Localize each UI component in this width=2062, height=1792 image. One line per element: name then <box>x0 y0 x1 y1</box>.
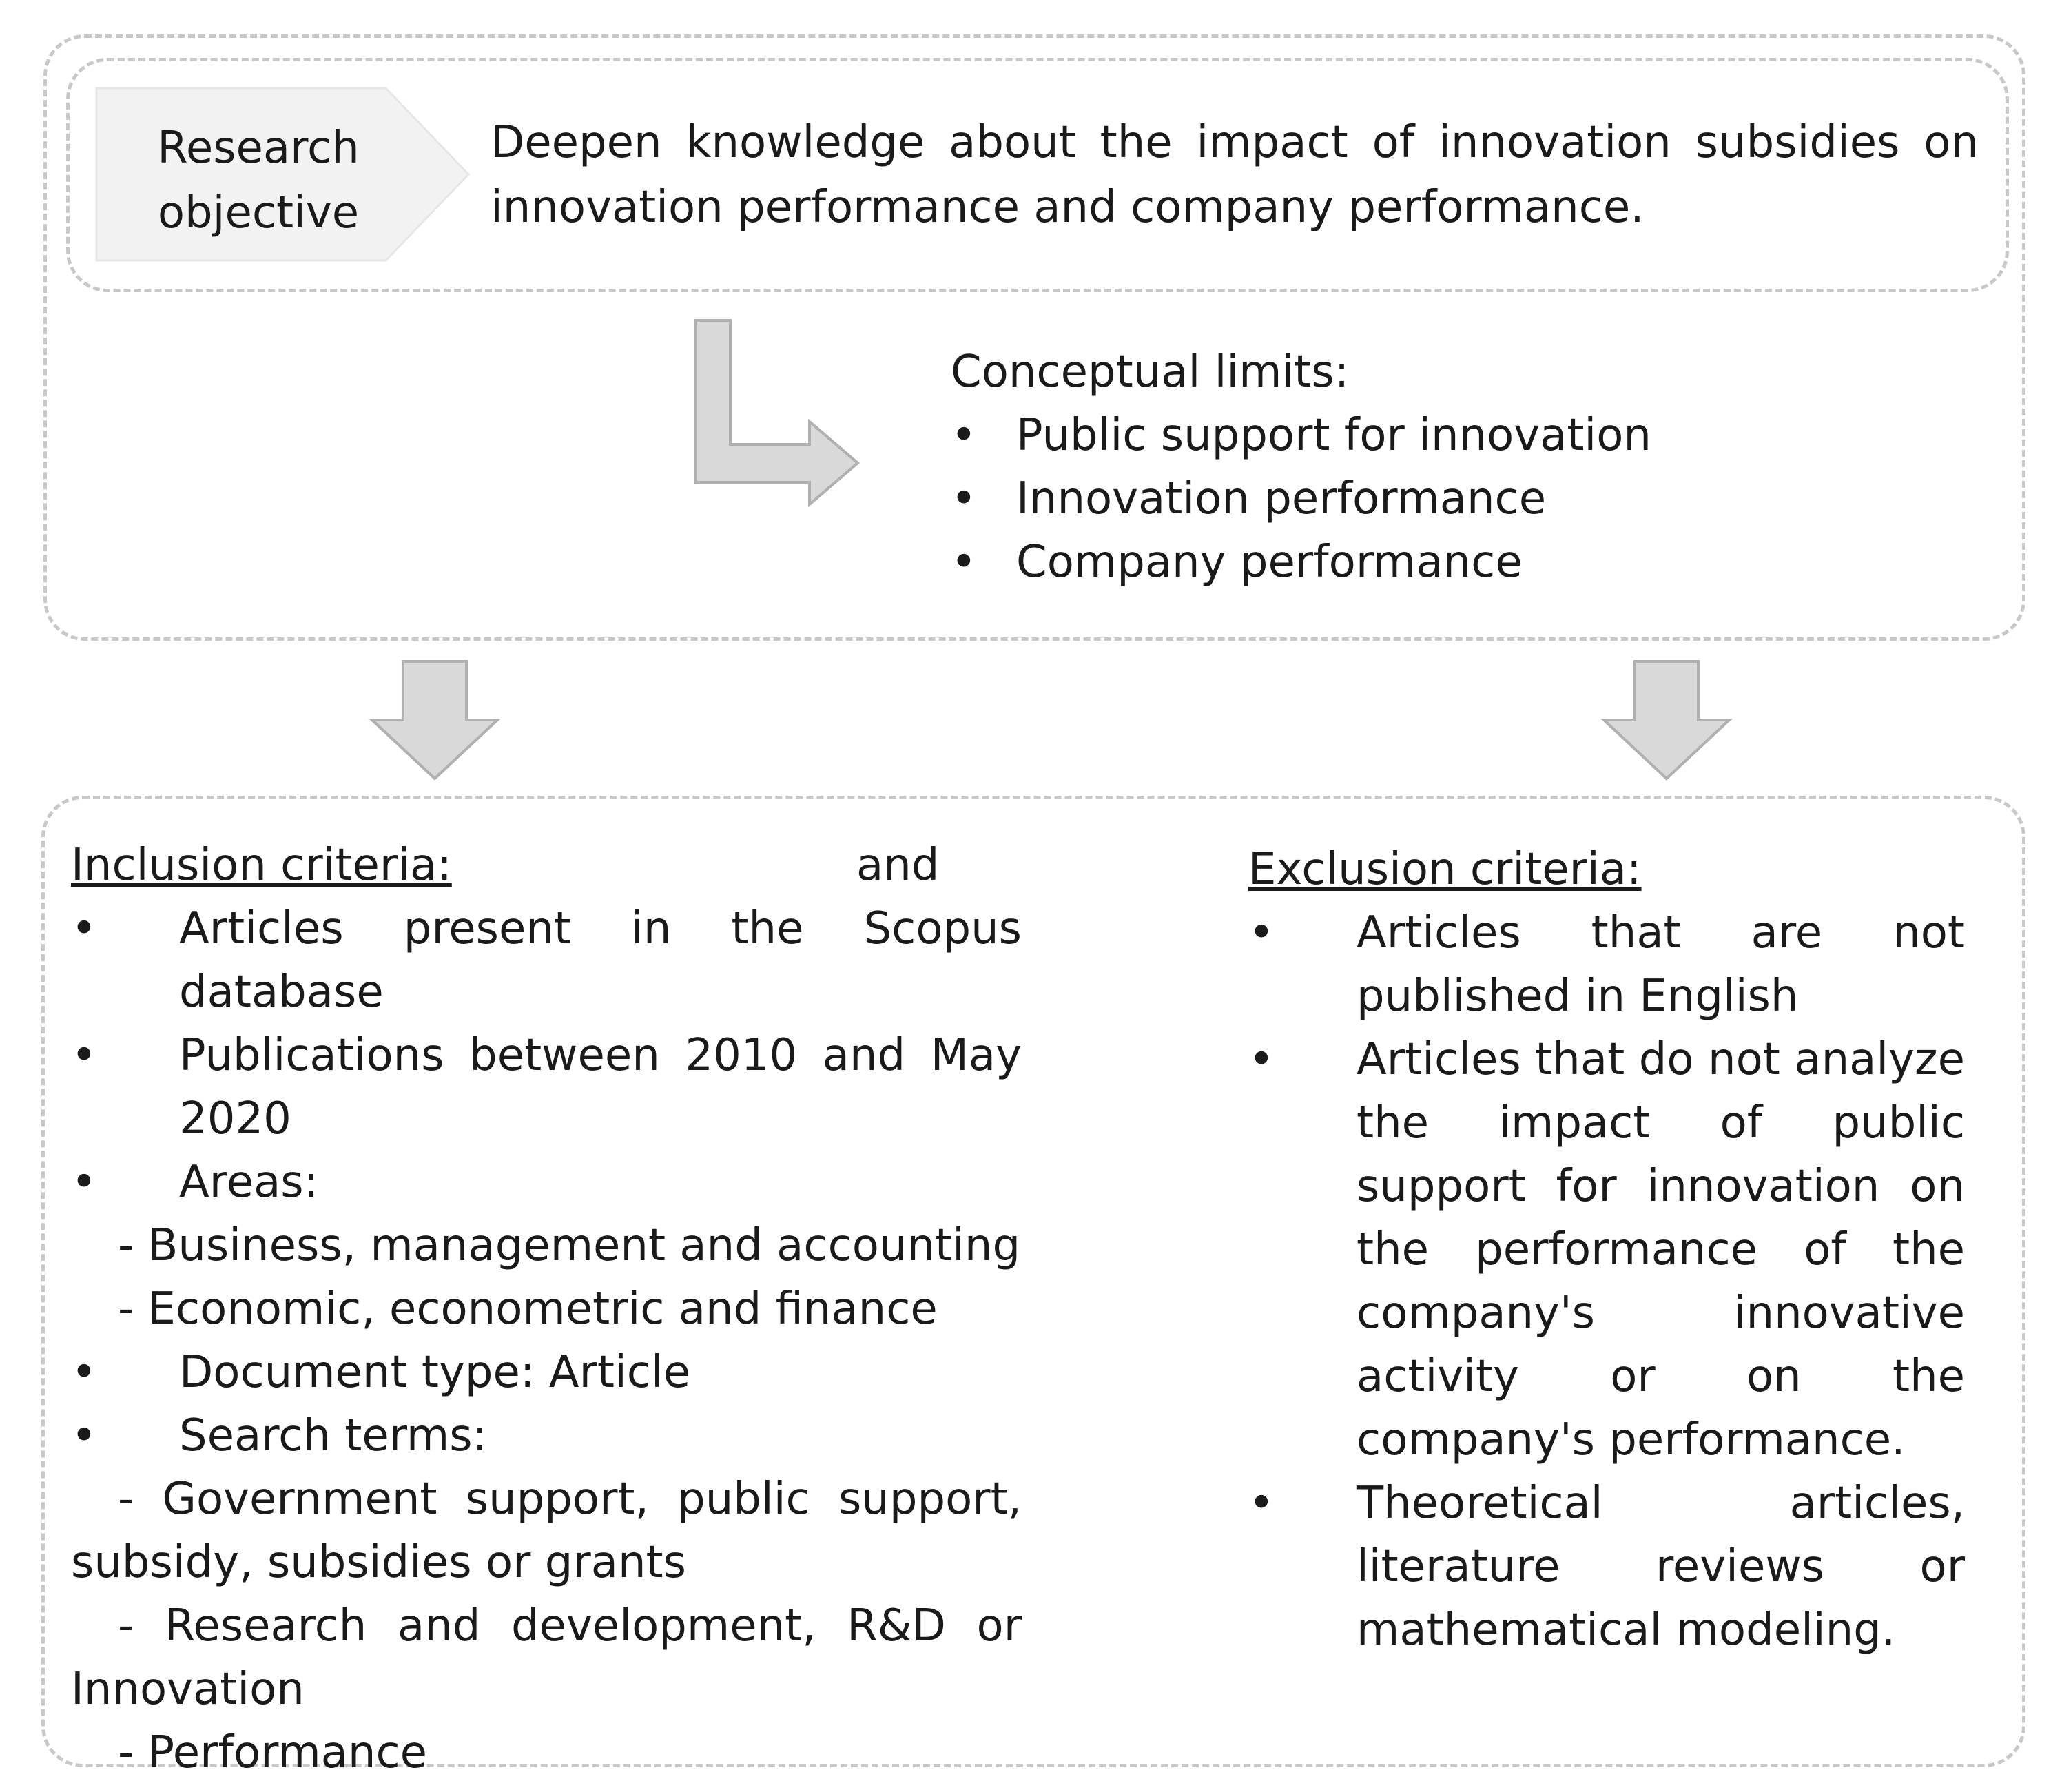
tag-line-1: Research <box>157 123 360 174</box>
search-term-item: - Research and development, R&D or Innovation <box>71 1600 1022 1715</box>
exclusion-item: • Articles that do not analyze the impact of public support for innovation on the performance of the company's innovative activity or on the company's performance. <box>1248 1028 1965 1472</box>
search-term-item: - Government support, public support, subsidy, subsidies or grants <box>71 1474 1022 1588</box>
limit-item: • Public support for innovation <box>951 404 1915 467</box>
area-item: - Economic, econometric and finance <box>118 1284 938 1335</box>
inclusion-item: • Publications between 2010 and May 2020 <box>71 1024 1022 1151</box>
search-term-item: - Performance <box>118 1727 427 1778</box>
inclusion-item: • Articles present in the Scopus database <box>71 897 1022 1024</box>
objective-text: Deepen knowledge about the impact of innovation subsidies on innovation performance and company performance. <box>491 117 1979 233</box>
limit-item: • Company performance <box>951 531 1915 594</box>
exclusion-criteria <box>1248 838 1965 1662</box>
bullet-icon: • <box>71 1157 97 1208</box>
bullet-icon: • <box>1248 1478 1275 1529</box>
exclusion-heading-row <box>1248 838 1965 901</box>
inclusion-item: • Document type: Article <box>71 1341 1022 1404</box>
inclusion-item: • Areas: <box>71 1151 1022 1214</box>
bullet-icon: • <box>1248 1034 1275 1085</box>
limit-item: • Innovation performance <box>951 467 1915 531</box>
bullet-icon: • <box>951 537 977 588</box>
down-arrow-right-icon <box>1604 661 1729 779</box>
research-objective-label <box>96 116 420 245</box>
bullet-icon: • <box>1248 907 1275 958</box>
bullet-icon: • <box>951 410 977 461</box>
exclusion-item: • Articles that are not published in English <box>1248 901 1965 1028</box>
area-item: - Business, management and accounting <box>118 1220 1021 1271</box>
tag-line-2: objective <box>157 187 360 238</box>
inclusion-heading: Inclusion criteria: <box>71 840 452 891</box>
bullet-icon: • <box>71 1030 97 1081</box>
exclusion-item: • Theoretical articles, literature reviews or mathematical modeling. <box>1248 1472 1965 1662</box>
down-arrow-left-icon <box>372 661 497 779</box>
inclusion-item: • Search terms: <box>71 1404 1022 1467</box>
and-word: and <box>856 840 940 891</box>
bullet-icon: • <box>71 1347 97 1398</box>
exclusion-heading: Exclusion criteria: <box>1248 844 1642 895</box>
conceptual-limits <box>951 340 1915 594</box>
bullet-icon: • <box>71 903 97 954</box>
inclusion-heading-row <box>71 834 1022 897</box>
bullet-icon: • <box>71 1410 97 1461</box>
bend-arrow-icon <box>696 320 858 504</box>
inclusion-criteria <box>71 834 1022 1784</box>
conceptual-limits-title: Conceptual limits: <box>951 347 1350 398</box>
bullet-icon: • <box>951 473 977 524</box>
